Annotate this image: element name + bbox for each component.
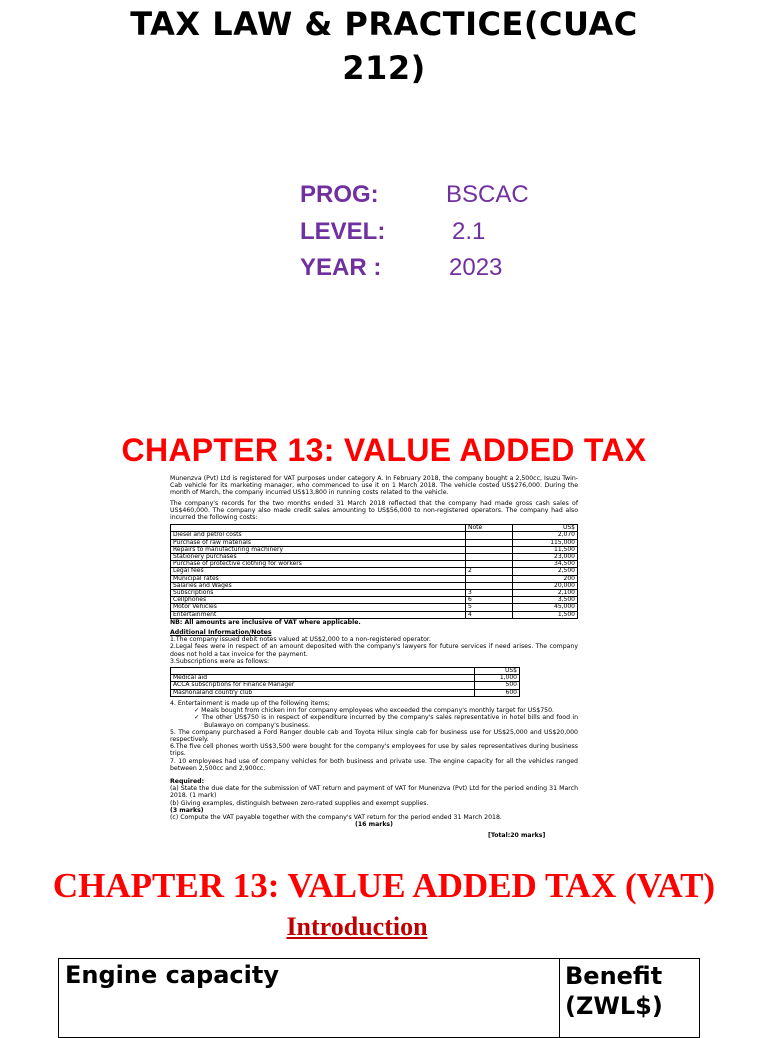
level-label: LEVEL:: [300, 218, 386, 245]
note-2: 2.Legal fees were in respect of an amount deposited with the company's lawyers for future services if need arises. The company does not hold a tax invoice for the payment.: [170, 643, 578, 658]
cost-item: Purchase of protective clothing for workers: [171, 561, 466, 568]
question-para-1: Munenzva (Pvt) Ltd is registered for VAT purposes under category A. In February 2018, the company bought a 2,500cc, Isuzu Twin-Cab vehicle for its marketing manager, who commenced to use it on 1 March 2018. The vehicle costed US$276,000. During the month of March, the company incurred US$13,800 in running costs related to the vehicle.: [170, 475, 578, 497]
additional-info-heading: Additional Information/Notes: [170, 629, 272, 637]
cost-value: 20,000: [513, 582, 578, 589]
cost-item: Purchase of raw materials: [171, 539, 466, 546]
cost-value: 34,500: [513, 561, 578, 568]
note-4b: ✓ The other US$750 is in respect of expenditure incurred by the company's sales representative in hotel bills and food in Bulawayo on company's business.: [194, 714, 578, 729]
question-excerpt: [170, 475, 578, 840]
cost-item: Municipal rates: [171, 575, 466, 582]
document-title-line-1: TAX LAW & PRACTICE(CUAC: [130, 5, 638, 43]
engine-capacity-header: Engine capacity: [65, 961, 279, 989]
cost-note: 3: [466, 590, 513, 597]
cost-value: 3,500: [513, 597, 578, 604]
cost-value: 23,000: [513, 554, 578, 561]
required-a: (a) State the due date for the submission of VAT return and payment of VAT for Munenzva (Pvt) Ltd for the period ending 31 March 2018. (1 mark): [170, 785, 578, 800]
cost-item: Repairs to manufacturing machinery: [171, 546, 466, 553]
cost-value: 200: [513, 575, 578, 582]
subscription-item: Medical aid: [171, 675, 475, 682]
year-label: YEAR :: [300, 254, 382, 281]
cost-item: Cellphones: [171, 597, 466, 604]
required-b: (b) Giving examples, distinguish between zero-rated supplies and exempt supplies.: [170, 799, 429, 807]
subs-header-value: US$: [475, 668, 520, 675]
note-3: 3.Subscriptions were as follows:: [170, 657, 270, 665]
cost-note: [466, 582, 513, 589]
cost-row: [171, 568, 578, 575]
chapter-heading-vat: CHAPTER 13: VALUE ADDED TAX (VAT): [52, 866, 716, 905]
required-c: (c) Compute the VAT payable together with the company's VAT return for the period ended 31 March 2018.: [170, 813, 502, 821]
cost-value: 2,100: [513, 590, 578, 597]
subscription-value: 600: [475, 689, 520, 696]
note-4a: ✓ Meals bought from chicken inn for company employees who exceeded the company's monthly target for US$750.: [194, 707, 554, 715]
required-heading: Required:: [170, 777, 205, 785]
cost-value: 2,500: [513, 568, 578, 575]
cost-row: [171, 597, 578, 604]
cost-item: Subscriptions: [171, 590, 466, 597]
cost-row: [171, 604, 578, 611]
costs-header-value: US$: [513, 525, 578, 532]
cost-row: [171, 590, 578, 597]
question-para-2: The company's records for the two months ended 31 March 2018 reflected that the company had made gross cash sales of US$460,000. The company also made credit sales amounting to US$56,000 to non-registered operators. The company had also incurred the following costs:: [170, 499, 578, 522]
level-value: 2.1: [452, 218, 486, 245]
cost-value: 45,000: [513, 604, 578, 611]
benefit-header: Benefit (ZWL$): [565, 962, 663, 1020]
cost-row: [171, 611, 578, 618]
note-7: 7. 10 employees had use of company vehicles for both business and private use. The engine capacity for all the vehicles ranged between 2,500cc and 2,900cc.: [170, 757, 578, 772]
nb-note: NB: All amounts are inclusive of VAT where applicable.: [170, 618, 361, 626]
cost-note: [466, 546, 513, 553]
subscriptions-table: [170, 667, 520, 697]
cost-note: 5: [466, 604, 513, 611]
cost-value: 2,070: [513, 532, 578, 539]
costs-table: [170, 524, 578, 619]
prog-value: BSCAC: [446, 181, 529, 208]
subscription-item: Mashonaland country club: [171, 689, 475, 696]
introduction-heading: Introduction: [286, 912, 428, 941]
document-title: [0, 2, 768, 90]
prog-label: PROG:: [300, 181, 379, 208]
cost-note: 2: [466, 568, 513, 575]
total-marks: [Total:20 marks]: [488, 832, 546, 840]
cost-note: [466, 575, 513, 582]
subscription-value: 500: [475, 682, 520, 689]
cost-item: Legal fees: [171, 568, 466, 575]
chapter-heading: CHAPTER 13: VALUE ADDED TAX: [121, 432, 647, 468]
required-c-marks: (16 marks): [355, 821, 393, 829]
subs-header-item: [171, 668, 475, 675]
cost-row: [171, 561, 578, 568]
subscription-item: ACCA subscriptions for Finance Manager: [171, 682, 475, 689]
table-column-divider: [559, 959, 560, 1037]
costs-header-note: Note: [466, 525, 513, 532]
cost-row: [171, 582, 578, 589]
year-value: 2023: [449, 254, 503, 281]
subscription-value: 1,000: [475, 675, 520, 682]
cost-item: Stationery purchases: [171, 554, 466, 561]
cost-note: 4: [466, 611, 513, 618]
cost-item: Diesel and petrol costs: [171, 532, 466, 539]
cost-value: 1,500: [513, 611, 578, 618]
note-5: 5. The company purchased a Ford Ranger double cab and Toyota Hilux single cab for business use for US$25,000 and US$20,000 respectively.: [170, 728, 578, 743]
note-6: 6.The five cell phones worth US$3,500 were bought for the company's employees for use by sales representatives during business trips.: [170, 743, 578, 758]
subscription-row: [171, 689, 520, 696]
cost-note: [466, 561, 513, 568]
note-4: 4. Entertainment is made up of the following items;: [170, 699, 330, 707]
required-b-marks: (3 marks): [170, 806, 204, 814]
cost-value: 11,500: [513, 546, 578, 553]
cost-note: [466, 554, 513, 561]
note-1: 1.The company issued debit notes valued at US$2,000 to a non-registered operator.: [170, 636, 431, 644]
cost-item: Entertainment: [171, 611, 466, 618]
cost-value: 115,000: [513, 539, 578, 546]
cost-note: [466, 539, 513, 546]
document-title-line-2: 212): [342, 49, 426, 87]
cost-item: Motor Vehicles: [171, 604, 466, 611]
cost-item: Salaries and Wages: [171, 582, 466, 589]
cost-note: 6: [466, 597, 513, 604]
cost-note: [466, 532, 513, 539]
engine-capacity-table: [58, 958, 700, 1038]
subs-header-row: [171, 668, 520, 675]
